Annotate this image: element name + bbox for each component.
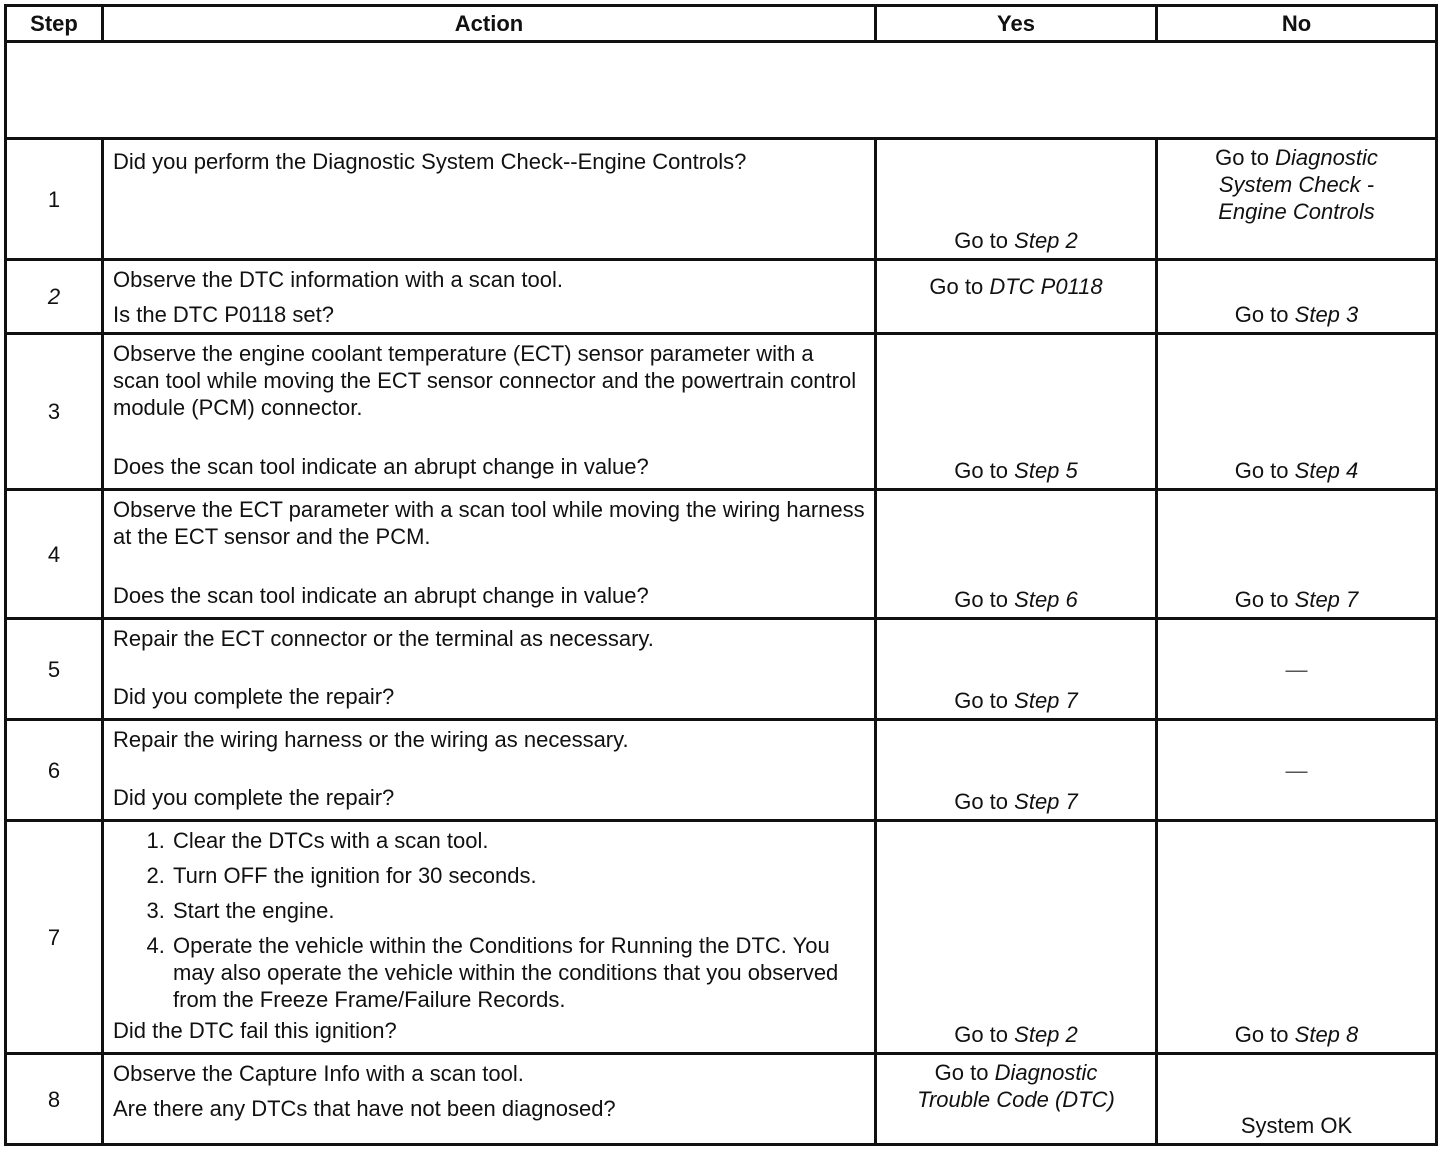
action-text [103, 139, 876, 260]
list-item: 2. Turn OFF the ignition for 30 seconds. [171, 862, 866, 889]
action-instruction: Repair the ECT connector or the terminal as necessary. [113, 626, 654, 651]
no-cell [1157, 821, 1437, 1054]
no-cell [1157, 720, 1437, 821]
action-question: Did the DTC fail this ignition? [113, 1018, 397, 1043]
step-number: 1 [6, 139, 103, 260]
yes-prefix: Go to [929, 274, 984, 299]
no-cell [1157, 139, 1437, 260]
action-instruction: Repair the wiring harness or the wiring as necessary. [113, 727, 629, 752]
list-item: 1. Clear the DTCs with a scan tool. [171, 827, 866, 854]
yes-cell [876, 619, 1157, 720]
step-number: 3 [6, 334, 103, 490]
action-instruction: Did you perform the Diagnostic System Check--Engine Controls? [113, 149, 747, 174]
no-prefix: Go to [1234, 1022, 1289, 1047]
yes-prefix: Go to [954, 228, 1009, 253]
no-link[interactable]: Step 3 [1294, 302, 1359, 327]
yes-link[interactable]: Step 6 [1014, 587, 1078, 612]
yes-cell [876, 260, 1157, 334]
no-cell [1157, 490, 1437, 619]
action-question: Are there any DTCs that have not been diagnosed? [113, 1096, 616, 1121]
header-step: Step [6, 6, 103, 42]
blank-cell [6, 42, 1437, 139]
step-number: 7 [6, 821, 103, 1054]
yes-prefix: Go to [954, 587, 1009, 612]
action-question: Did you complete the repair? [113, 684, 395, 709]
yes-link[interactable]: Step 7 [1014, 688, 1078, 713]
header-yes: Yes [876, 6, 1157, 42]
yes-link[interactable]: Step 2 [1014, 228, 1078, 253]
action-question: Did you complete the repair? [113, 785, 395, 810]
diagnostic-table-container [4, 4, 1435, 1146]
no-prefix: Go to [1234, 458, 1289, 483]
action-text [103, 821, 876, 1054]
table-row [6, 139, 1437, 260]
header-no: No [1157, 6, 1437, 42]
no-dash: — [1285, 757, 1308, 783]
yes-link[interactable]: Step 7 [1014, 789, 1078, 814]
list-item: 4. Operate the vehicle within the Conditions for Running the DTC. You may also operate the vehicle within the conditions that you observed from the Freeze Frame/Failure Records. [171, 932, 866, 1013]
list-item: 3. Start the engine. [171, 897, 866, 924]
yes-prefix: Go to [954, 688, 1009, 713]
yes-link[interactable]: DTC P0118 [989, 274, 1103, 299]
yes-prefix: Go to [954, 1022, 1009, 1047]
action-question: Does the scan tool indicate an abrupt change in value? [113, 583, 649, 608]
step-number: 6 [6, 720, 103, 821]
yes-cell [876, 334, 1157, 490]
table-row [6, 619, 1437, 720]
no-link[interactable]: Diagnostic System Check - Engine Controls [1218, 145, 1378, 224]
yes-prefix: Go to [934, 1060, 989, 1085]
yes-link[interactable]: Diagnostic Trouble Code (DTC) [917, 1060, 1115, 1112]
diagnostic-table [4, 4, 1438, 1146]
yes-prefix: Go to [954, 789, 1009, 814]
no-cell [1157, 1054, 1437, 1145]
action-text [103, 619, 876, 720]
header-action: Action [103, 6, 876, 42]
table-row [6, 334, 1437, 490]
table-row [6, 260, 1437, 334]
action-text [103, 260, 876, 334]
no-prefix: Go to [1215, 145, 1269, 170]
table-row [6, 1054, 1437, 1145]
no-cell [1157, 619, 1437, 720]
action-instruction: Observe the engine coolant temperature (ECT) sensor parameter with a scan tool while moving the ECT sensor connector and the powertrain control module (PCM) connector. [113, 341, 857, 420]
action-instruction: Observe the DTC information with a scan tool. [113, 267, 563, 292]
yes-prefix: Go to [954, 458, 1009, 483]
yes-link[interactable]: Step 5 [1014, 458, 1078, 483]
no-prefix: Go to [1234, 587, 1289, 612]
header-row [6, 6, 1437, 42]
yes-cell [876, 720, 1157, 821]
no-cell [1157, 260, 1437, 334]
procedure-list [113, 827, 866, 1013]
blank-row [6, 42, 1437, 139]
action-instruction: Observe the ECT parameter with a scan tool while moving the wiring harness at the ECT sensor and the PCM. [113, 497, 865, 549]
yes-cell [876, 1054, 1157, 1145]
no-prefix: Go to [1234, 302, 1289, 327]
step-number: 2 [6, 260, 103, 334]
yes-link[interactable]: Step 2 [1014, 1022, 1078, 1047]
no-result: System OK [1240, 1113, 1353, 1138]
no-dash: — [1285, 656, 1308, 682]
yes-cell [876, 821, 1157, 1054]
action-text [103, 490, 876, 619]
yes-cell [876, 490, 1157, 619]
no-link[interactable]: Step 7 [1294, 587, 1359, 612]
no-cell [1157, 334, 1437, 490]
no-link[interactable]: Step 8 [1294, 1022, 1359, 1047]
yes-cell [876, 139, 1157, 260]
table-row [6, 821, 1437, 1054]
table-row [6, 490, 1437, 619]
action-question: Does the scan tool indicate an abrupt change in value? [113, 454, 649, 479]
step-number: 8 [6, 1054, 103, 1145]
action-question: Is the DTC P0118 set? [113, 302, 334, 327]
action-text [103, 1054, 876, 1145]
no-link[interactable]: Step 4 [1294, 458, 1359, 483]
table-row [6, 720, 1437, 821]
step-number: 5 [6, 619, 103, 720]
action-text [103, 334, 876, 490]
step-number: 4 [6, 490, 103, 619]
action-text [103, 720, 876, 821]
action-instruction: Observe the Capture Info with a scan tool. [113, 1061, 524, 1086]
